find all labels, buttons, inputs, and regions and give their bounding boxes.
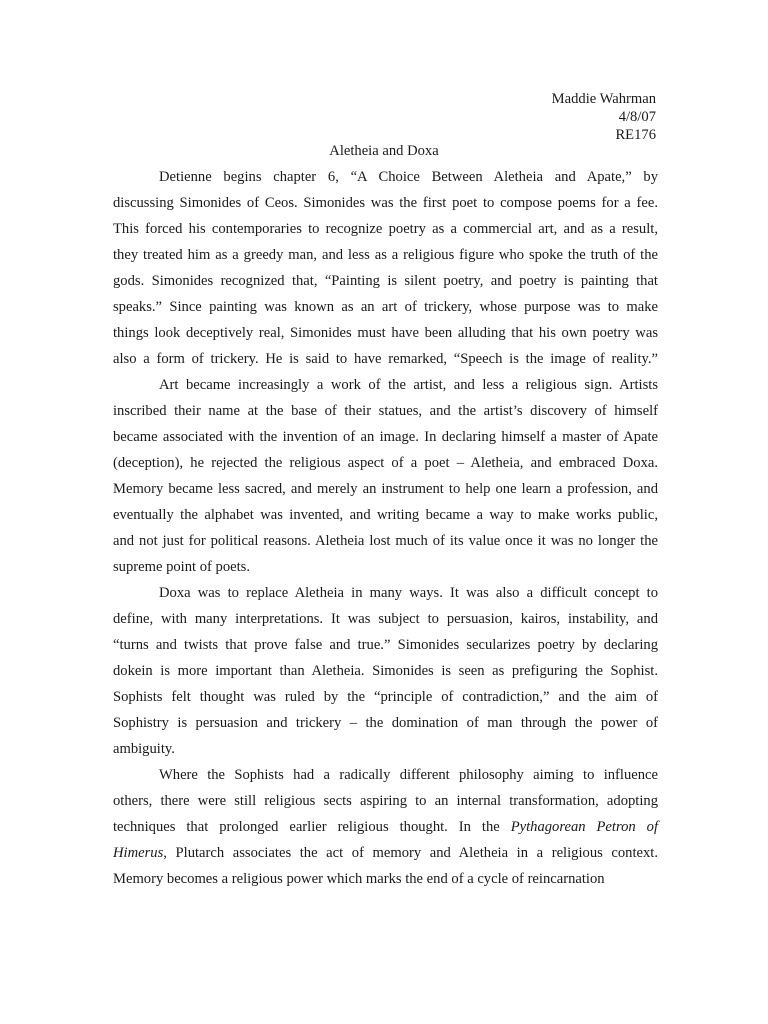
text-line: (deception), he rejected the religious aspect of a poet – Aletheia, and embraced Doxa. (113, 455, 658, 471)
text-line: gods. Simonides recognized that, “Painting is silent poetry, and poetry is painting that (113, 273, 658, 289)
text-line (113, 840, 658, 866)
text-line (113, 814, 658, 840)
text-line: This forced his contemporaries to recognize poetry as a commercial art, and as a result, (113, 221, 658, 237)
header-block (552, 90, 656, 144)
text-line: define, with many interpretations. It was subject to persuasion, kairos, instability, and (113, 611, 658, 627)
text-line: eventually the alphabet was invented, and writing became a way to make works public, (113, 507, 658, 523)
text-line: Memory became less sacred, and merely an instrument to help one learn a profession, and (113, 481, 658, 497)
text-line: they treated him as a greedy man, and less as a religious figure who spoke the truth of the (113, 247, 658, 263)
text-run: techniques that prolonged earlier religious thought. In the (113, 819, 511, 835)
italic-title: Himerus (113, 845, 164, 861)
text-line: also a form of trickery. He is said to have remarked, “Speech is the image of reality.” (113, 351, 658, 367)
text-line: discussing Simonides of Ceos. Simonides was the first poet to compose poems for a fee. (113, 195, 658, 211)
author-name: Maddie Wahrman (551, 91, 656, 107)
text-line: Memory becomes a religious power which marks the end of a cycle of reincarnation (113, 871, 605, 887)
text-line: speaks.” Since painting was known as an art of trickery, whose purpose was to make (113, 299, 658, 315)
text-line: inscribed their name at the base of their statues, and the artist’s discovery of himself (113, 403, 658, 419)
course-code: RE176 (615, 127, 656, 143)
text-line: supreme point of poets. (113, 559, 250, 575)
text-line: dokein is more important than Aletheia. Simonides is seen as prefiguring the Sophist. (113, 663, 658, 679)
text-line: Detienne begins chapter 6, “A Choice Between Aletheia and Apate,” by (159, 169, 658, 185)
text-line: Doxa was to replace Aletheia in many ways. It was also a difficult concept to (159, 585, 658, 601)
text-line: Sophistry is persuasion and trickery – the domination of man through the power of (113, 715, 658, 731)
italic-title: Pythagorean Petron of (510, 819, 658, 835)
text-line: became associated with the invention of an image. In declaring himself a master of Apate (113, 429, 658, 445)
essay-title: Aletheia and Doxa (329, 143, 439, 159)
text-line: Art became increasingly a work of the artist, and less a religious sign. Artists (159, 377, 658, 393)
essay-body (113, 164, 658, 892)
text-line: and not just for political reasons. Aletheia lost much of its value once it was no longer the (113, 533, 658, 549)
date: 4/8/07 (618, 109, 656, 125)
text-run: , Plutarch associates the act of memory and Aletheia in a religious context. (163, 845, 658, 861)
text-line: others, there were still religious sects aspiring to an internal transformation, adopting (113, 793, 658, 809)
text-line: Where the Sophists had a radically different philosophy aiming to influence (159, 767, 658, 783)
text-line: Sophists felt thought was ruled by the “principle of contradiction,” and the aim of (113, 689, 658, 705)
text-line: ambiguity. (113, 741, 175, 757)
text-line: things look deceptively real, Simonides must have been alluding that his own poetry was (113, 325, 658, 341)
text-line: “turns and twists that prove false and true.” Simonides secularizes poetry by declaring (113, 637, 658, 653)
